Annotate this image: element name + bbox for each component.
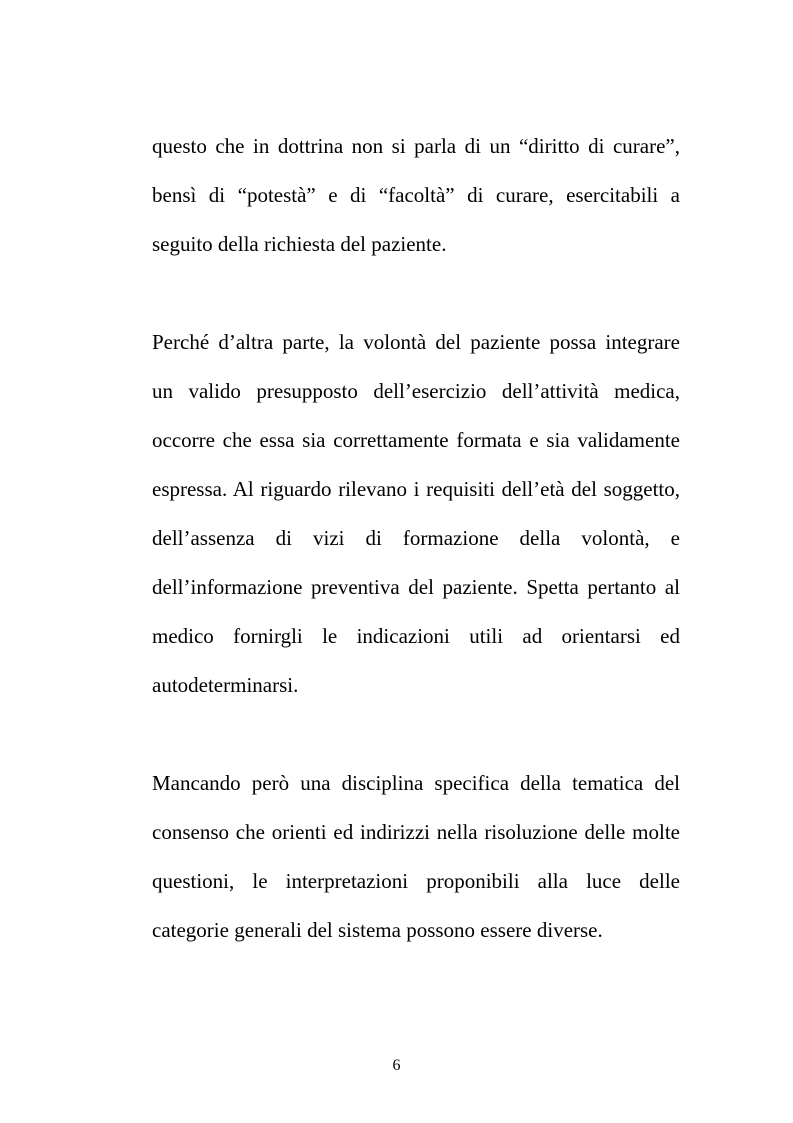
- paragraph-1: [152, 130, 680, 277]
- text-line: seguito della richiesta del paziente.: [152, 232, 447, 256]
- text-line: espressa. Al riguardo rilevano i requisiti dell’età del soggetto,: [152, 477, 680, 501]
- text-line: questo che in dottrina non si parla di un “diritto di curare”,: [152, 134, 680, 158]
- text-line: medico fornirgli le indicazioni utili ad orientarsi ed: [152, 624, 680, 648]
- text-line: un valido presupposto dell’esercizio dell’attività medica,: [152, 379, 680, 403]
- text-line: dell’assenza di vizi di formazione della volontà, e: [152, 526, 680, 550]
- text-line: Perché d’altra parte, la volontà del paziente possa integrare: [152, 330, 680, 354]
- text-line: dell’informazione preventiva del paziente. Spetta pertanto al: [152, 575, 680, 599]
- text-line: consenso che orienti ed indirizzi nella risoluzione delle molte: [152, 820, 680, 844]
- paragraph-2: [152, 326, 680, 718]
- text-line: occorre che essa sia correttamente formata e sia validamente: [152, 428, 680, 452]
- text-line: Mancando però una disciplina specifica della tematica del: [152, 771, 680, 795]
- text-line: questioni, le interpretazioni proponibili alla luce delle: [152, 869, 680, 893]
- body-text: [152, 130, 680, 963]
- text-line: autodeterminarsi.: [152, 673, 299, 697]
- text-line: bensì di “potestà” e di “facoltà” di curare, esercitabili a: [152, 183, 680, 207]
- paragraph-3: [152, 767, 680, 963]
- text-line: categorie generali del sistema possono essere diverse.: [152, 918, 603, 942]
- page-number: 6: [392, 1057, 401, 1074]
